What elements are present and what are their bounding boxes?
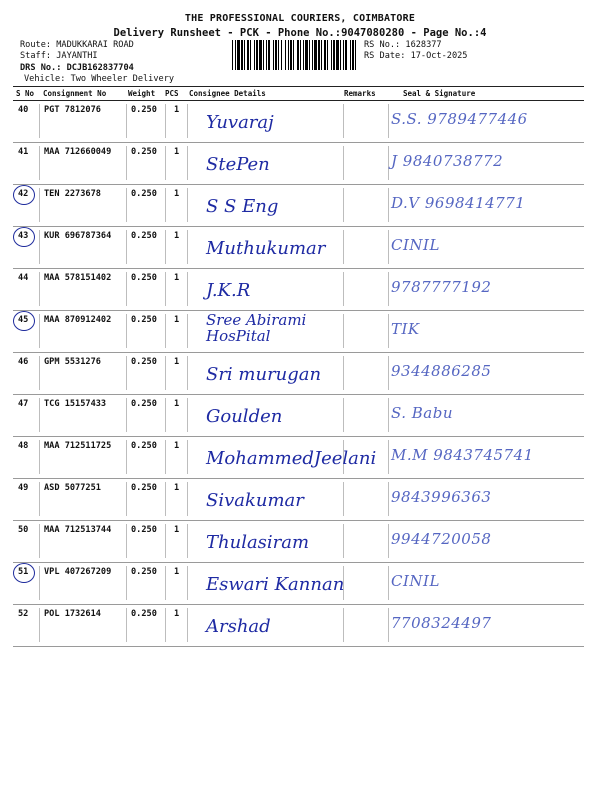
column-divider bbox=[126, 272, 127, 306]
column-divider bbox=[126, 146, 127, 180]
serial-number: 45 bbox=[18, 315, 29, 325]
weight: 0.250 bbox=[131, 441, 157, 451]
column-divider bbox=[39, 482, 40, 516]
weight: 0.250 bbox=[131, 315, 157, 325]
column-divider bbox=[126, 398, 127, 432]
column-divider bbox=[343, 146, 344, 180]
column-divider bbox=[39, 356, 40, 390]
column-divider bbox=[39, 104, 40, 138]
column-divider bbox=[165, 398, 166, 432]
table-row bbox=[13, 437, 584, 479]
runsheet-table bbox=[13, 86, 584, 647]
table-row bbox=[13, 185, 584, 227]
signature: 9843996363 bbox=[391, 488, 492, 506]
column-divider bbox=[388, 608, 389, 642]
consignment-number: VPL 407267209 bbox=[44, 567, 112, 577]
column-divider bbox=[343, 482, 344, 516]
column-divider bbox=[165, 566, 166, 600]
weight: 0.250 bbox=[131, 567, 157, 577]
column-divider bbox=[126, 566, 127, 600]
col-pcs: PCS bbox=[165, 89, 179, 98]
column-divider bbox=[165, 314, 166, 348]
serial-number: 42 bbox=[18, 189, 29, 199]
column-divider bbox=[39, 314, 40, 348]
table-row bbox=[13, 521, 584, 563]
column-divider bbox=[126, 314, 127, 348]
consignment-number: TCG 15157433 bbox=[44, 399, 107, 409]
weight: 0.250 bbox=[131, 525, 157, 535]
column-divider bbox=[165, 440, 166, 474]
column-divider bbox=[126, 356, 127, 390]
column-divider bbox=[39, 398, 40, 432]
signature: 7708324497 bbox=[391, 614, 492, 632]
consignee-handwritten: Sivakumar bbox=[206, 490, 304, 511]
col-seal: Seal & Signature bbox=[403, 89, 476, 98]
column-divider bbox=[187, 524, 188, 558]
column-divider bbox=[187, 566, 188, 600]
consignee-handwritten: Eswari Kannan bbox=[206, 574, 345, 595]
column-divider bbox=[343, 608, 344, 642]
weight: 0.250 bbox=[131, 105, 157, 115]
consignee-handwritten: Muthukumar bbox=[206, 238, 326, 259]
column-divider bbox=[165, 608, 166, 642]
runsheet-title: Delivery Runsheet - PCK - Phone No.:9047080280 - Page No.:4 bbox=[113, 27, 487, 39]
consignee-handwritten: Thulasiram bbox=[206, 532, 310, 553]
drs-number: DRS No.: DCJB162837704 bbox=[20, 63, 134, 73]
weight: 0.250 bbox=[131, 483, 157, 493]
column-divider bbox=[126, 524, 127, 558]
signature: M.M 9843745741 bbox=[391, 446, 534, 464]
column-divider bbox=[126, 104, 127, 138]
table-row bbox=[13, 353, 584, 395]
pieces: 1 bbox=[174, 189, 180, 199]
column-divider bbox=[39, 608, 40, 642]
serial-number: 43 bbox=[18, 231, 29, 241]
pieces: 1 bbox=[174, 105, 180, 115]
signature: 9787777192 bbox=[391, 278, 492, 296]
column-divider bbox=[126, 482, 127, 516]
consignment-number: MAA 578151402 bbox=[44, 273, 112, 283]
column-divider bbox=[343, 272, 344, 306]
column-divider bbox=[187, 440, 188, 474]
weight: 0.250 bbox=[131, 609, 157, 619]
pieces: 1 bbox=[174, 399, 180, 409]
barcode bbox=[232, 40, 358, 70]
col-remarks: Remarks bbox=[344, 89, 376, 98]
serial-number: 49 bbox=[18, 483, 29, 493]
column-divider bbox=[187, 146, 188, 180]
table-body bbox=[13, 101, 584, 647]
column-divider bbox=[343, 398, 344, 432]
consignee-handwritten: Arshad bbox=[206, 616, 271, 637]
column-divider bbox=[343, 104, 344, 138]
serial-number: 50 bbox=[18, 525, 29, 535]
serial-number: 48 bbox=[18, 441, 29, 451]
table-row bbox=[13, 227, 584, 269]
table-row bbox=[13, 605, 584, 647]
consignee-handwritten: Yuvaraj bbox=[206, 112, 274, 133]
column-divider bbox=[165, 188, 166, 222]
pieces: 1 bbox=[174, 567, 180, 577]
consignment-number: KUR 696787364 bbox=[44, 231, 112, 241]
col-consignment: Consignment No bbox=[43, 89, 107, 98]
signature: 9344886285 bbox=[391, 362, 492, 380]
table-row bbox=[13, 269, 584, 311]
pieces: 1 bbox=[174, 357, 180, 367]
weight: 0.250 bbox=[131, 231, 157, 241]
consignment-number: MAA 712513744 bbox=[44, 525, 112, 535]
column-divider bbox=[39, 230, 40, 264]
pieces: 1 bbox=[174, 231, 180, 241]
column-divider bbox=[343, 356, 344, 390]
weight: 0.250 bbox=[131, 357, 157, 367]
consignment-number: MAA 712660049 bbox=[44, 147, 112, 157]
column-divider bbox=[39, 272, 40, 306]
weight: 0.250 bbox=[131, 189, 157, 199]
table-row bbox=[13, 143, 584, 185]
signature: 9944720058 bbox=[391, 530, 492, 548]
serial-number: 41 bbox=[18, 147, 29, 157]
signature: TIK bbox=[391, 320, 420, 338]
col-sno: S No bbox=[16, 89, 35, 98]
column-divider bbox=[187, 272, 188, 306]
consignment-number: POL 1732614 bbox=[44, 609, 101, 619]
weight: 0.250 bbox=[131, 273, 157, 283]
pieces: 1 bbox=[174, 147, 180, 157]
pieces: 1 bbox=[174, 315, 180, 325]
column-divider bbox=[343, 524, 344, 558]
rs-date: RS Date: 17-Oct-2025 bbox=[364, 51, 468, 61]
pieces: 1 bbox=[174, 441, 180, 451]
signature: CINIL bbox=[391, 236, 440, 254]
column-divider bbox=[39, 146, 40, 180]
column-divider bbox=[126, 188, 127, 222]
column-divider bbox=[187, 314, 188, 348]
column-divider bbox=[388, 566, 389, 600]
consignment-number: PGT 7812076 bbox=[44, 105, 101, 115]
consignee-handwritten: S S Eng bbox=[206, 196, 279, 217]
consignee-handwritten: StePen bbox=[206, 154, 270, 175]
pieces: 1 bbox=[174, 609, 180, 619]
staff: Staff: JAYANTHI bbox=[20, 51, 98, 61]
table-row bbox=[13, 101, 584, 143]
consignment-number: TEN 2273678 bbox=[44, 189, 101, 199]
column-divider bbox=[187, 230, 188, 264]
serial-number: 44 bbox=[18, 273, 29, 283]
pieces: 1 bbox=[174, 525, 180, 535]
column-divider bbox=[126, 230, 127, 264]
column-divider bbox=[388, 146, 389, 180]
consignee-handwritten: J.K.R bbox=[206, 280, 251, 301]
column-divider bbox=[187, 188, 188, 222]
column-divider bbox=[126, 440, 127, 474]
column-divider bbox=[187, 482, 188, 516]
signature: S. Babu bbox=[391, 404, 454, 422]
consignment-number: MAA 712511725 bbox=[44, 441, 112, 451]
column-divider bbox=[126, 608, 127, 642]
signature: J 9840738772 bbox=[391, 152, 504, 170]
signature: CINIL bbox=[391, 572, 440, 590]
column-divider bbox=[187, 104, 188, 138]
column-divider bbox=[165, 356, 166, 390]
rs-number: RS No.: 1628377 bbox=[364, 40, 442, 50]
consignee-handwritten: Goulden bbox=[206, 406, 283, 427]
col-weight: Weight bbox=[128, 89, 156, 98]
column-divider bbox=[39, 188, 40, 222]
column-divider bbox=[388, 482, 389, 516]
table-row bbox=[13, 311, 584, 353]
column-divider bbox=[187, 356, 188, 390]
consignment-number: GPM 5531276 bbox=[44, 357, 101, 367]
serial-number: 52 bbox=[18, 609, 29, 619]
column-divider bbox=[388, 356, 389, 390]
consignment-number: MAA 870912402 bbox=[44, 315, 112, 325]
column-divider bbox=[343, 188, 344, 222]
serial-number: 51 bbox=[18, 567, 29, 577]
column-divider bbox=[165, 230, 166, 264]
column-divider bbox=[388, 524, 389, 558]
vehicle: Vehicle: Two Wheeler Delivery bbox=[24, 74, 175, 84]
serial-number: 47 bbox=[18, 399, 29, 409]
column-divider bbox=[388, 230, 389, 264]
column-divider bbox=[388, 314, 389, 348]
column-divider bbox=[165, 272, 166, 306]
weight: 0.250 bbox=[131, 399, 157, 409]
column-divider bbox=[388, 398, 389, 432]
column-divider bbox=[165, 104, 166, 138]
serial-number: 46 bbox=[18, 357, 29, 367]
column-divider bbox=[388, 188, 389, 222]
column-divider bbox=[39, 440, 40, 474]
serial-number: 40 bbox=[18, 105, 29, 115]
signature: S.S. 9789477446 bbox=[391, 110, 528, 128]
table-row bbox=[13, 395, 584, 437]
column-divider bbox=[165, 146, 166, 180]
consignee-handwritten: Sri murugan bbox=[206, 364, 322, 385]
table-row bbox=[13, 479, 584, 521]
column-divider bbox=[388, 104, 389, 138]
column-divider bbox=[388, 440, 389, 474]
consignee-handwritten: MohammedJeelani bbox=[206, 448, 377, 469]
table-header bbox=[13, 86, 584, 101]
column-divider bbox=[165, 524, 166, 558]
table-row bbox=[13, 563, 584, 605]
company-name: THE PROFESSIONAL COURIERS, COIMBATORE bbox=[184, 13, 416, 24]
column-divider bbox=[39, 524, 40, 558]
column-divider bbox=[187, 608, 188, 642]
pieces: 1 bbox=[174, 483, 180, 493]
col-consignee: Consignee Details bbox=[189, 89, 266, 98]
pieces: 1 bbox=[174, 273, 180, 283]
column-divider bbox=[39, 566, 40, 600]
column-divider bbox=[187, 398, 188, 432]
column-divider bbox=[388, 272, 389, 306]
signature: D.V 9698414771 bbox=[391, 194, 526, 212]
column-divider bbox=[343, 230, 344, 264]
column-divider bbox=[165, 482, 166, 516]
weight: 0.250 bbox=[131, 147, 157, 157]
consignee-handwritten: Sree Abirami HosPital bbox=[206, 311, 307, 345]
consignment-number: ASD 5077251 bbox=[44, 483, 101, 493]
route: Route: MADUKKARAI ROAD bbox=[20, 40, 134, 50]
